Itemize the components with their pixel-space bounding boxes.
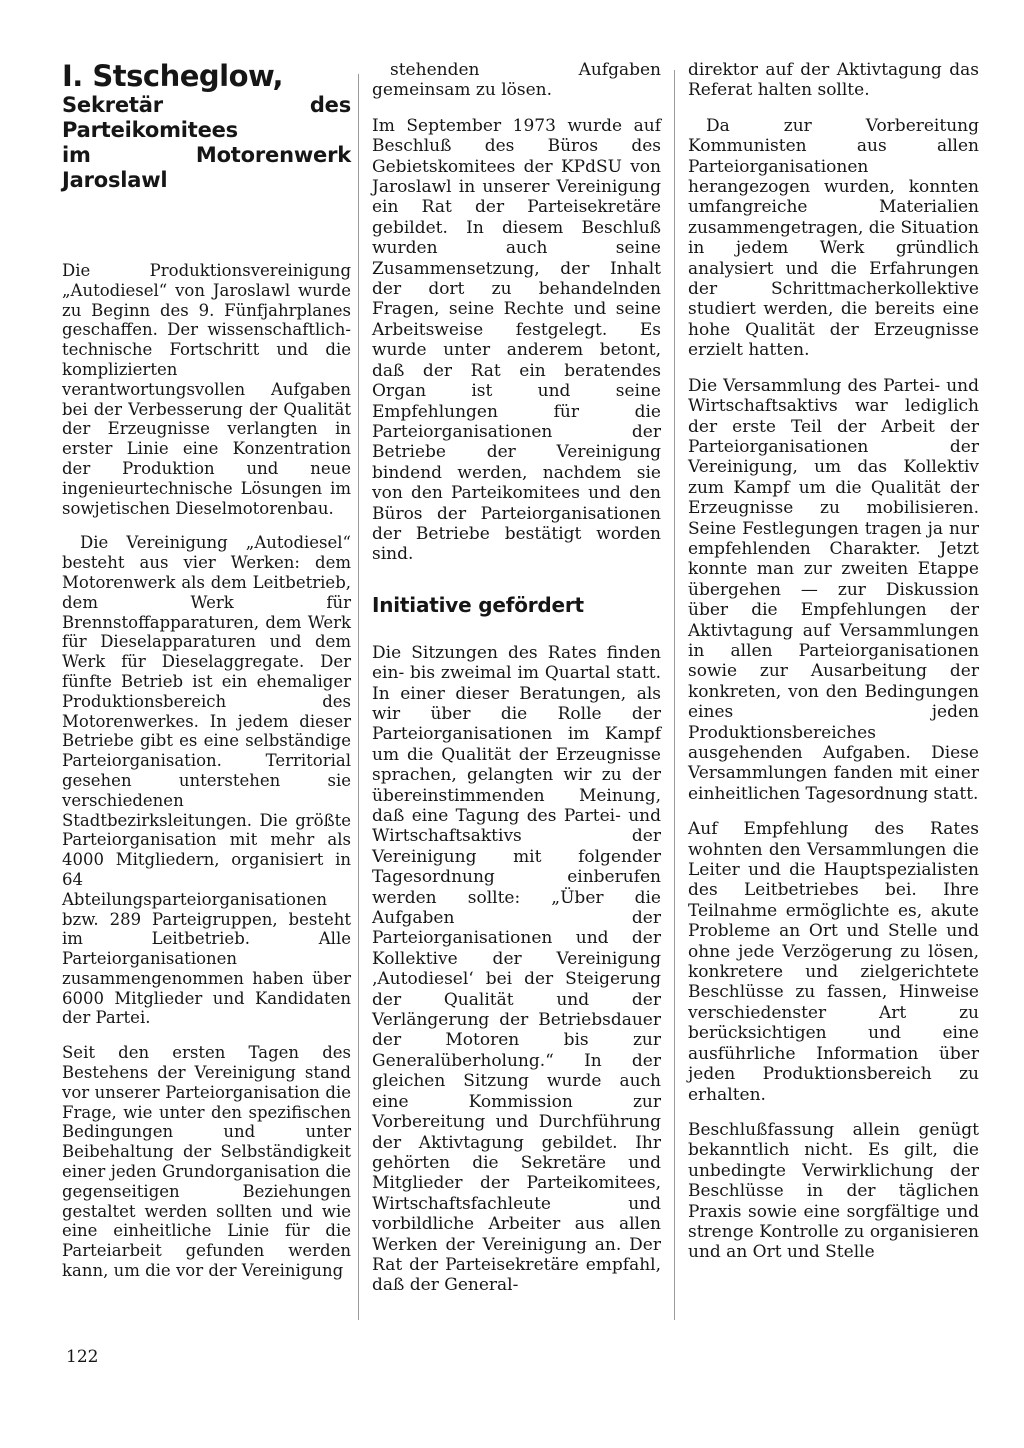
column-divider-right <box>674 70 675 1320</box>
paragraph: Im September 1973 wurde auf Beschluß des Büros des Gebietskomitees der KPdSU von Jaroslawl in unserer Vereinigung ein Rat der Parteisekretäre gebildet. In diesem Beschluß wurden auch seine Zusammensetzung, der Inhalt der dort zu behandelnden Fragen, seine Rechte und seine Arbeitsweise festgelegt. Es wurde unter anderem betont, daß der Rat ein beratendes Organ ist und seine Empfehlungen für die Parteiorganisationen der Betriebe der Vereinigung bindend werden, nachdem sie von den Parteikomitees und den Büros der Parteiorganisationen der Betriebe bestätigt worden sind. <box>372 115 661 565</box>
text-column-3 <box>688 60 979 1278</box>
paragraph: Die Versammlung des Partei- und Wirtschaftsaktivs war lediglich der erste Teil der Arbeit der Parteiorganisationen der Vereinigung, um das Kollektiv zum Kampf um die Qualität der Erzeugnisse zu mobilisieren. Seine Festlegungen tragen ja nur empfehlenden Charakter. Jetzt konnte man zur zweiten Etappe übergehen — zur Diskussion über die Empfehlungen der Aktivtagung auf Versammlungen in allen Parteiorganisationen sowie zur Ausarbeitung der konkreten, von den Bedingungen eines jeden Produktionsbereiches ausgehenden Aufgaben. Diese Versammlungen fanden mit einer einheitlichen Tagesordnung statt. <box>688 375 979 804</box>
section-heading: Initiative gefördert <box>372 592 584 617</box>
paragraph: Da zur Vorbereitung Kommunisten aus allen Parteiorganisationen herangezogen wurden, konnten umfangreiche Materialien zusammengetragen, die Situation in jedem Werk gründlich analysiert und die Erfahrungen der Schrittmacherkollektive studiert werden, die bereits eine hohe Qualität der Erzeugnisse erzielt hatten. <box>688 115 979 361</box>
paragraph: Seit den ersten Tagen des Bestehens der Vereinigung stand vor unserer Parteiorganisation die Frage, wie unter den spezifischen Bedingungen und unter Beibehaltung der Selbständigkeit einer jeden Grundorganisation die gegenseitigen Beziehungen gestaltet werden sollten und wie eine einheitliche Linie für die Parteiarbeit gefunden werden kann, um die vor der Vereinigung <box>62 1043 351 1281</box>
paragraph: Beschlußfassung allein genügt bekanntlich nicht. Es gilt, die unbedingte Verwirklichung der Beschlüsse in der täglichen Praxis sowie eine sorgfältige und strenge Kontrolle zu organisieren und an Ort und Stelle <box>688 1119 979 1263</box>
column-divider-left <box>358 74 359 1320</box>
author-name: I. Stscheglow, <box>62 59 283 93</box>
paragraph: direktor auf der Aktivtagung das Referat halten sollte. <box>688 60 979 101</box>
page-number: 122 <box>66 1347 99 1367</box>
paragraph: Die Sitzungen des Rates finden ein- bis zweimal im Quartal statt. In einer dieser Beratungen, als wir über die Rolle der Parteiorganisationen im Kampf um die Qualität der Erzeugnisse sprachen, gelangten wir zu der übereinstimmenden Meinung, daß eine Tagung des Partei- und Wirtschaftsaktivs der Vereinigung mit folgender Tagesordnung einberufen werden sollte: „Über die Aufgaben der Parteiorganisationen und der Kollektive der Vereinigung ‚Autodiesel‘ bei der Steigerung der Qualität und der Verlängerung der Betriebsdauer der Motoren bis zur Generalüberholung.“ In der gleichen Sitzung wurde auch eine Kommission zur Vorbereitung und Durchführung der Aktivtagung gebildet. Ihr gehörten die Sekretäre und Mitglieder der Parteikomitees, Wirtschaftsfachleute und vorbildliche Arbeiter aus allen Werken der Vereinigung an. Der Rat der Parteisekretäre empfahl, daß der General- <box>372 642 661 1296</box>
paragraph: Die Produktionsvereinigung „Autodiesel“ von Jaroslawl wurde zu Beginn des 9. Fünfjahrplanes geschaffen. Der wissenschaftlich-technische Fortschritt und die komplizierten verantwortungsvollen Aufgaben bei der Verbesserung der Qualität der Erzeugnisse verlangten in erster Linie eine Konzentration der Produktion und neue ingenieurtechnische Lösungen im sowjetischen Dieselmotorenbau. <box>62 261 351 518</box>
text-column-1 <box>62 60 351 1296</box>
title-spacer <box>62 193 351 261</box>
paragraph: stehenden Aufgaben gemeinsam zu lösen. <box>372 60 661 101</box>
paragraph: Die Vereinigung „Autodiesel“ besteht aus vier Werken: dem Motorenwerk als dem Leitbetrieb, dem Werk für Brennstoffapparaturen, dem Werk für Dieselapparaturen und dem Werk für Dieselaggregate. Der fünfte Betrieb ist ein ehemaliger Produktionsbereich des Motorenwerkes. In jedem dieser Betriebe gibt es eine selbständige Parteiorganisation. Territorial gesehen unterstehen sie verschiedenen Stadtbezirksleitungen. Die größte Parteiorganisation mit mehr als 4000 Mitgliedern, organisiert in 64 Abteilungsparteiorganisationen bzw. 289 Parteigruppen, besteht im Leitbetrieb. Alle Parteiorganisationen zusammengenommen haben über 6000 Mitglieder und Kandidaten der Partei. <box>62 533 351 1028</box>
text-column-2 <box>372 60 661 1311</box>
author-role-line-1: Sekretär des Parteikomitees <box>62 93 351 142</box>
author-role-line-2: im Motorenwerk Jaroslawl <box>62 143 351 192</box>
article-title <box>62 60 351 193</box>
paragraph: Auf Empfehlung des Rates wohnten den Versammlungen die Leiter und die Hauptspezialisten des Leitbetriebes bei. Ihre Teilnahme ermöglichte es, akute Probleme an Ort und Stelle und ohne jede Verzögerung zu lösen, konkretere und zielgerichtete Beschlüsse zu fassen, Hinweise verschiedenster Art zu berücksichtigen und eine ausführliche Information über jeden Produktionsbereich zu erhalten. <box>688 819 979 1105</box>
